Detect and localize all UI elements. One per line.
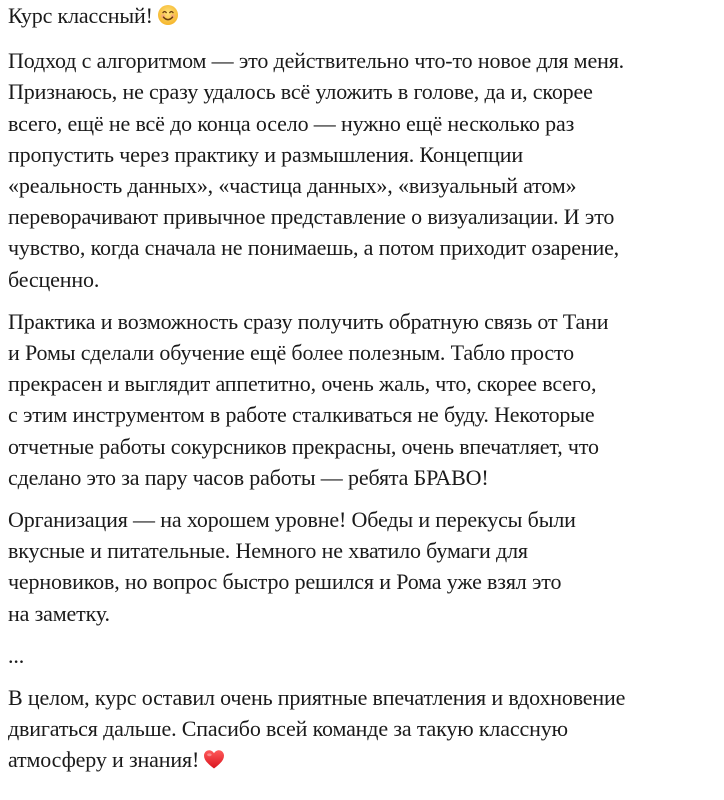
post-title-paragraph (8, 0, 720, 34)
paragraph-conclusion (8, 682, 720, 779)
text-line: и Ромы сделали обучение ещё более полезным. Табло просто (8, 340, 574, 366)
text-line: на заметку. (8, 600, 110, 626)
text-line: Признаюсь, не сразу удалось всё уложить в голове, да и, скорее (8, 79, 593, 105)
paragraph-ellipsis (8, 640, 720, 671)
text-line: чувство, когда сначала не понимаешь, а потом приходит озарение, (8, 235, 620, 261)
text-line: сделано это за пару часов работы — ребята БРАВО! (8, 464, 489, 490)
text-line: пропустить через практику и размышления. Концепции (8, 141, 524, 167)
text-line: «реальность данных», «частица данных», «визуальный атом» (8, 173, 577, 199)
text-line: вкусные и питательные. Немного не хватило бумаги для (8, 538, 528, 564)
text-line: Подход с алгоритмом — это действительно что-то новое для меня. (8, 48, 625, 74)
text-line: двигаться дальше. Спасибо всей команде за такую классную (8, 716, 568, 742)
text-line: Практика и возможность сразу получить обратную связь от Тани (8, 308, 609, 334)
smiling-face-icon (157, 3, 179, 34)
text-line: прекрасен и выглядит аппетитно, очень жаль, что, скорее всего, (8, 371, 597, 397)
text-line: В целом, курс оставил очень приятные впечатления и вдохновение (8, 685, 626, 711)
text-line: отчетные работы сокурсников прекрасны, очень впечатляет, что (8, 433, 599, 459)
text-line: всего, ещё не всё до конца осело — нужно ещё несколько раз (8, 110, 575, 136)
paragraph-practice (8, 306, 720, 493)
post-body (8, 0, 720, 790)
post-title-text: Курс классный! (8, 3, 153, 28)
closing-line (8, 744, 720, 778)
paragraph-organization (8, 504, 720, 629)
red-heart-icon (203, 747, 225, 778)
text-line: Организация — на хорошем уровне! Обеды и перекусы были (8, 507, 576, 533)
ellipsis-line: ... (8, 642, 25, 668)
text-line: с этим инструментом в работе сталкиваться не буду. Некоторые (8, 402, 595, 428)
text-line: черновиков, но вопрос быстро решился и Рома уже взял это (8, 569, 562, 595)
text-line: переворачивают привычное представление о визуализации. И это (8, 204, 615, 230)
paragraph-algorithm (8, 45, 720, 295)
post-title-line (8, 0, 720, 34)
closing-text: атмосферу и знания! (8, 747, 200, 773)
text-line: бесценно. (8, 266, 100, 292)
